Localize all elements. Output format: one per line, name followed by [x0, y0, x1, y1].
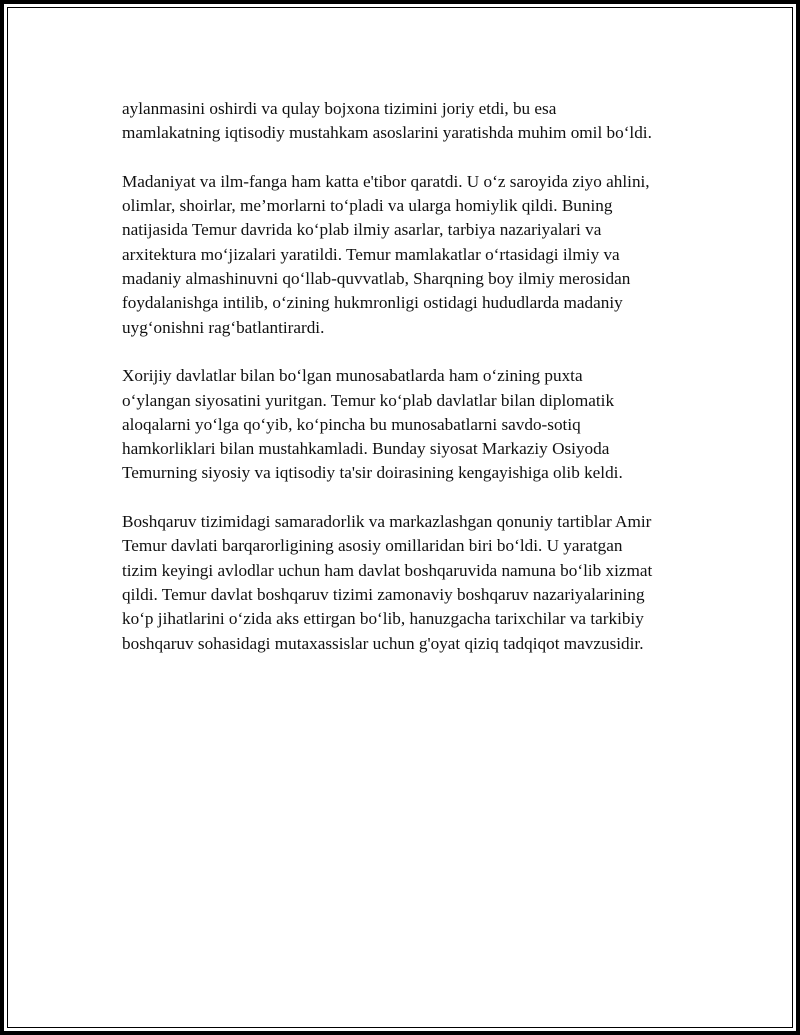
text-line: ko‘p jihatlarini o‘zida aks ettirgan bo‘lib, hanuzgacha tarixchilar va tarkibiy: [122, 609, 644, 629]
text-line: natijasida Temur davrida ko‘plab ilmiy asarlar, tarbiya nazariyalari va: [122, 220, 602, 240]
text-line: olimlar, shoirlar, me’morlarni to‘pladi va ularga homiylik qildi. Buning: [122, 196, 613, 216]
text-line: mamlakatning iqtisodiy mustahkam asoslarini yaratishda muhim omil bo‘ldi.: [122, 123, 652, 143]
text-line: aloqalarni yo‘lga qo‘yib, ko‘pincha bu munosabatlarni savdo-sotiq: [122, 414, 581, 434]
text-line: boshqaruv sohasidagi mutaxassislar uchun g'oyat qiziq tadqiqot mavzusidir.: [122, 633, 644, 653]
text-line: Madaniyat va ilm-fanga ham katta e'tibor qaratdi. U o‘z saroyida ziyo ahlini,: [122, 171, 650, 191]
paragraph-3: [122, 364, 712, 485]
text-line: uyg‘onishni rag‘batlantirardi.: [122, 317, 325, 337]
text-line: qildi. Temur davlat boshqaruv tizimi zamonaviy boshqaruv nazariyalarining: [122, 584, 645, 604]
text-line: foydalanishga intilib, o‘zining hukmronligi ostidagi hududlarda madaniy: [122, 293, 623, 313]
paragraph-1: [122, 97, 712, 146]
text-line: Boshqaruv tizimidagi samaradorlik va markazlashgan qonuniy tartiblar Amir: [122, 512, 652, 532]
text-line: aylanmasini oshirdi va qulay bojxona tizimini joriy etdi, bu esa: [122, 99, 557, 118]
text-line: madaniy almashinuvni qo‘llab-quvvatlab, Sharqning boy ilmiy merosidan: [122, 269, 631, 289]
text-line: Temurning siyosiy va iqtisodiy ta'sir doirasining kengayishiga olib keldi.: [122, 463, 623, 483]
text-line: Temur davlati barqarorligining asosiy omillaridan biri bo‘ldi. U yaratgan: [122, 536, 623, 556]
paragraph-4: [122, 510, 712, 656]
text-line: hamkorliklari bilan mustahkamladi. Bunday siyosat Markaziy Osiyoda: [122, 439, 610, 459]
text-line: Xorijiy davlatlar bilan bo‘lgan munosabatlarda ham o‘zining puxta: [122, 366, 583, 386]
text-line: o‘ylangan siyosatini yuritgan. Temur ko‘plab davlatlar bilan diplomatik: [122, 390, 615, 410]
text-line: tizim keyingi avlodlar uchun ham davlat boshqaruvida namuna bo‘lib xizmat: [122, 560, 653, 580]
paragraph-2: [122, 170, 712, 340]
document-body: [122, 97, 712, 680]
text-line: arxitektura mo‘jizalari yaratildi. Temur mamlakatlar o‘rtasidagi ilmiy va: [122, 244, 620, 264]
